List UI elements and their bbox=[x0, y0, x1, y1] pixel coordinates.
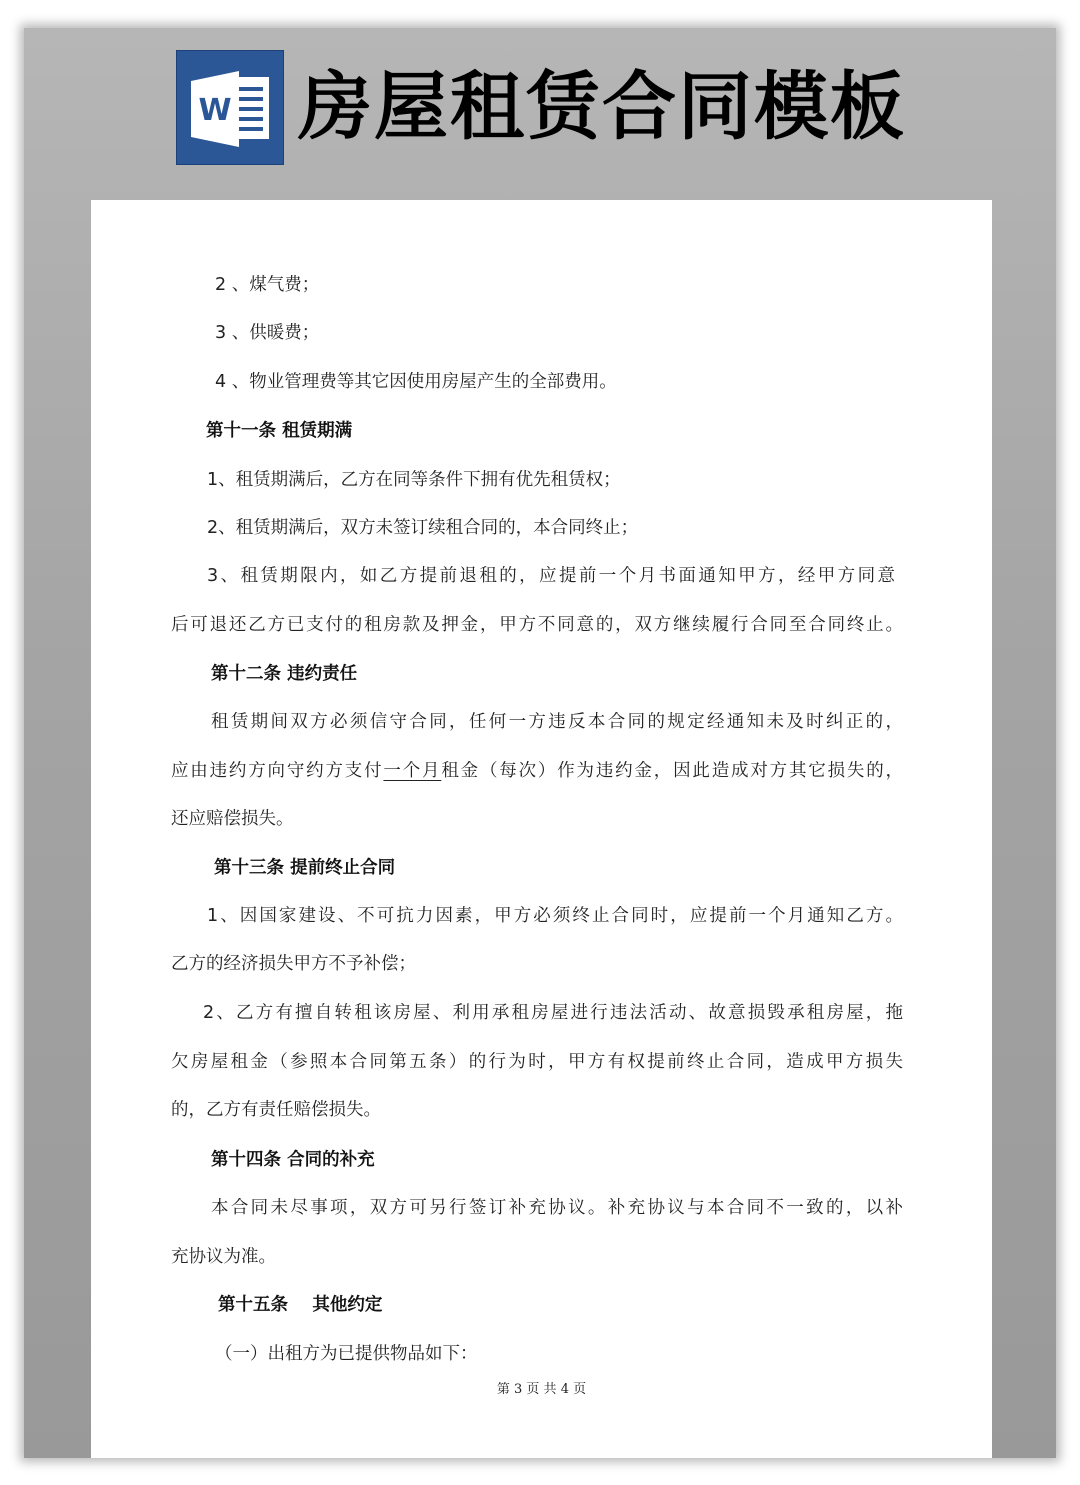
page-title: 房屋租赁合同模板 bbox=[298, 64, 906, 150]
section-heading: 第十一条 租赁期满 bbox=[206, 421, 353, 441]
paragraph-line: 3、租赁期限内，如乙方提前退租的，应提前一个月书面通知甲方，经甲方同意 bbox=[207, 566, 895, 586]
paragraph-line: 还应赔偿损失。 bbox=[171, 809, 294, 829]
paragraph-line: 1、因国家建设、不可抗力因素，甲方必须终止合同时，应提前一个月通知乙方。 bbox=[207, 906, 903, 926]
paragraph-line: 1、租赁期满后，乙方在同等条件下拥有优先租赁权； bbox=[207, 470, 621, 490]
header bbox=[176, 50, 906, 165]
penalty-text-after: 租金（每次）作为违约金，因此造成对方其它损失的， bbox=[441, 761, 904, 781]
penalty-text-before: 应由违约方向守约方支付 bbox=[171, 761, 384, 781]
paragraph-line: 后可退还乙方已支付的租房款及押金，甲方不同意的，双方继续履行合同至合同终止。 bbox=[171, 615, 903, 635]
paragraph-line: 4 、物业管理费等其它因使用房屋产生的全部费用。 bbox=[215, 372, 617, 392]
document-page bbox=[91, 200, 992, 1458]
section-heading: 第十二条 违约责任 bbox=[211, 664, 358, 684]
paragraph-line: 租赁期间双方必须信守合同，任何一方违反本合同的规定经通知未及时纠正的， bbox=[211, 712, 903, 732]
penalty-period-underlined: 一个月 bbox=[383, 761, 442, 781]
paragraph-line-penalty bbox=[171, 759, 903, 783]
paragraph-line: 充协议为准。 bbox=[171, 1247, 276, 1267]
paragraph-line: 2 、煤气费； bbox=[215, 275, 320, 295]
page-footer: 第 3 页 共 4 页 bbox=[496, 1382, 587, 1397]
section-heading: 第十三条 提前终止合同 bbox=[214, 858, 396, 878]
paragraph-line: 3 、供暖费； bbox=[215, 323, 320, 343]
paragraph-line: 的，乙方有责任赔偿损失。 bbox=[171, 1100, 381, 1120]
paragraph-line: 欠房屋租金（参照本合同第五条）的行为时，甲方有权提前终止合同，造成甲方损失 bbox=[171, 1052, 903, 1072]
paragraph-line: 乙方的经济损失甲方不予补偿； bbox=[171, 954, 416, 974]
paragraph-line: 2、乙方有擅自转租该房屋、利用承租房屋进行违法活动、故意损毁承租房屋，拖 bbox=[203, 1003, 903, 1023]
paragraph-line: 2、租赁期满后，双方未签订续租合同的，本合同终止； bbox=[207, 518, 639, 538]
word-icon-letter: W bbox=[198, 93, 232, 128]
section-heading: 第十四条 合同的补充 bbox=[211, 1150, 375, 1170]
paragraph-line: 本合同未尽事项，双方可另行签订补充协议。补充协议与本合同不一致的，以补 bbox=[211, 1198, 903, 1218]
word-document-icon bbox=[176, 50, 284, 165]
section-heading: 第十五条 其他约定 bbox=[218, 1295, 383, 1315]
paragraph-line: （一）出租方为已提供物品如下： bbox=[215, 1344, 478, 1364]
